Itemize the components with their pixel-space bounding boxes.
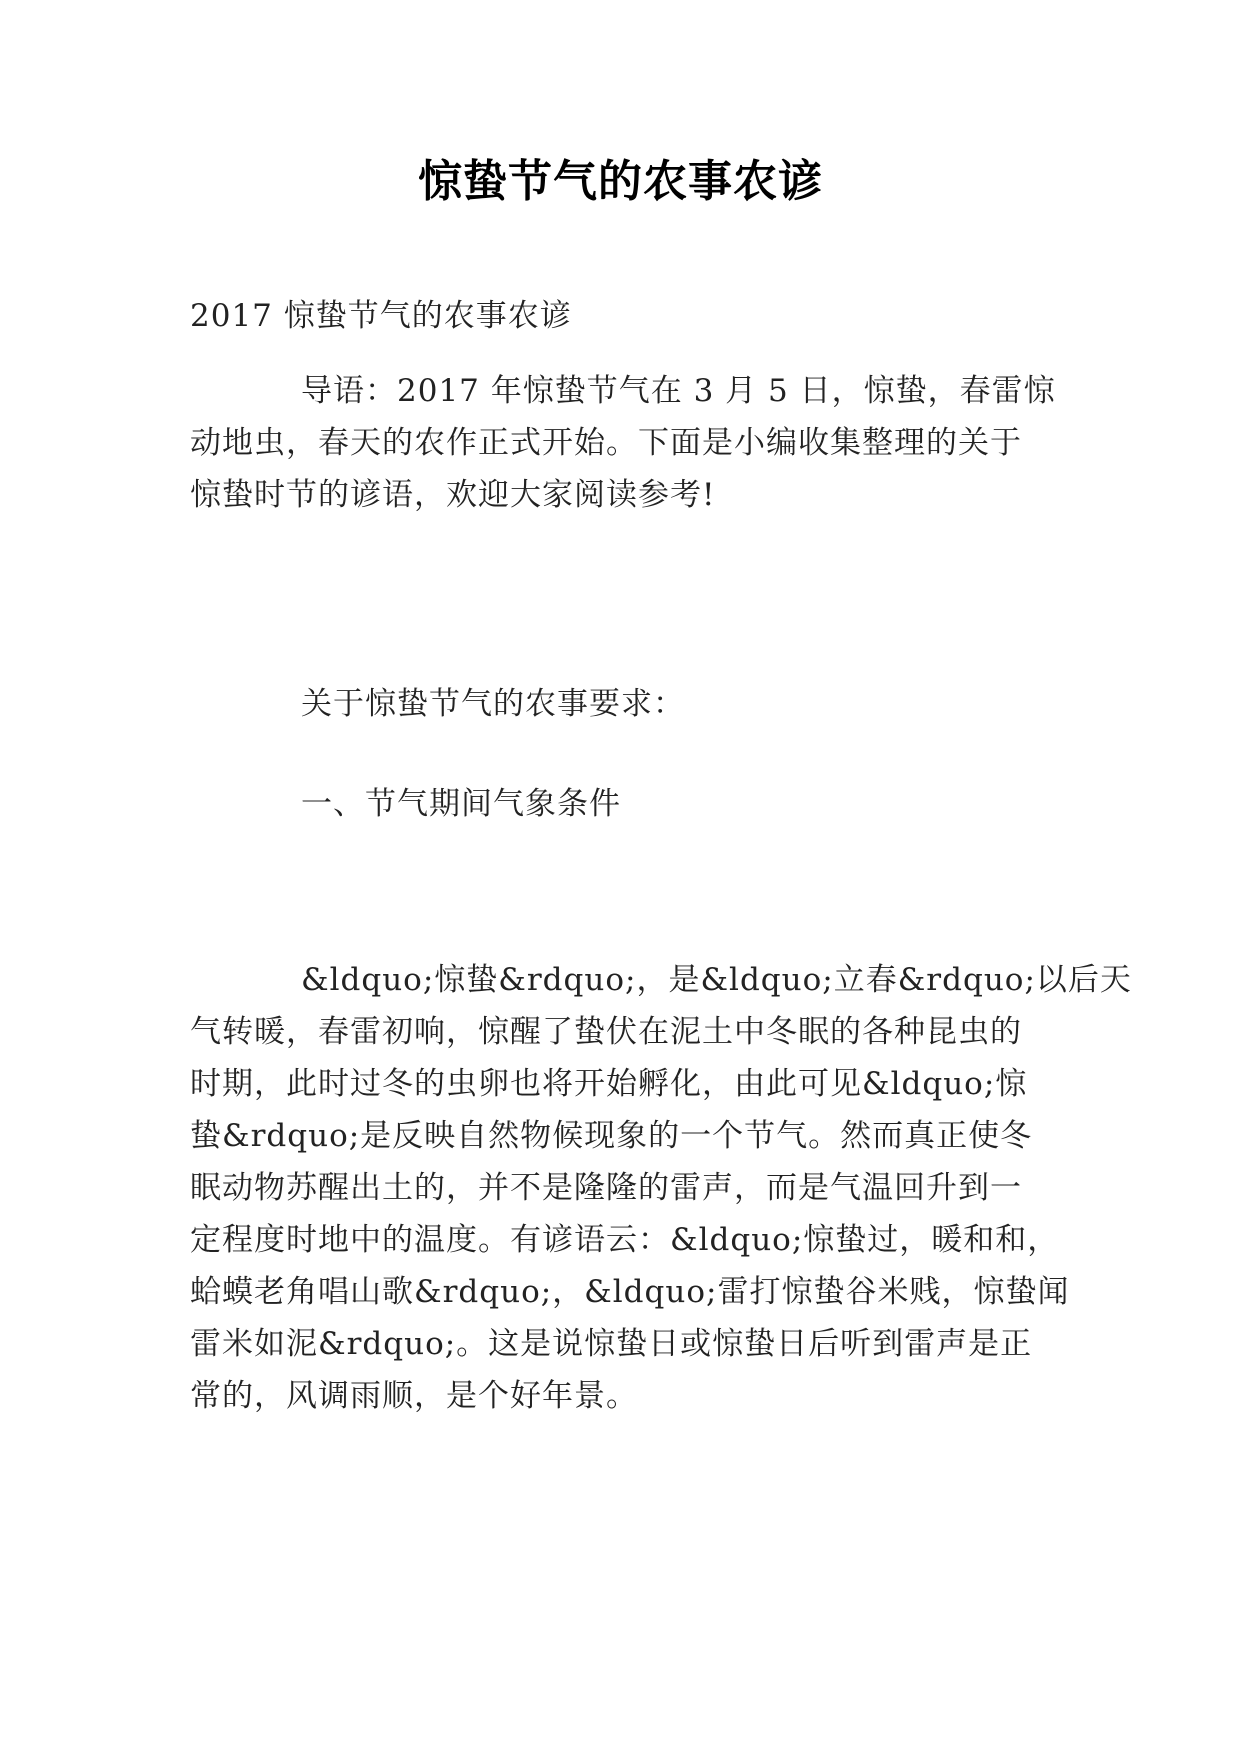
body-line: &ldquo;惊蛰&rdquo;，是&ldquo;立春&rdquo;以后天: [301, 962, 1132, 998]
document-subtitle: 2017 惊蛰节气的农事农谚: [190, 298, 572, 334]
body-line: 时期，此时过冬的虫卵也将开始孵化，由此可见&ldquo;惊: [190, 1066, 1028, 1102]
section-heading: 关于惊蛰节气的农事要求：: [301, 686, 685, 722]
intro-line: 动地虫，春天的农作正式开始。下面是小编收集整理的关于: [190, 425, 1022, 461]
body-line: 蛤蟆老角唱山歌&rdquo;，&ldquo;雷打惊蛰谷米贱，惊蛰闻: [190, 1274, 1070, 1310]
body-line: 气转暖，春雷初响，惊醒了蛰伏在泥土中冬眠的各种昆虫的: [190, 1014, 1022, 1050]
body-line: 眠动物苏醒出土的，并不是隆隆的雷声，而是气温回升到一: [190, 1170, 1022, 1206]
subsection-heading: 一、节气期间气象条件: [301, 786, 621, 822]
body-line: 定程度时地中的温度。有谚语云：&ldquo;惊蛰过，暖和和，: [190, 1222, 1060, 1258]
body-line: 常的，风调雨顺，是个好年景。: [190, 1378, 638, 1414]
body-line: 蛰&rdquo;是反映自然物候现象的一个节气。然而真正使冬: [190, 1118, 1033, 1154]
intro-line: 导语：2017 年惊蛰节气在 3 月 5 日，惊蛰，春雷惊: [301, 373, 1056, 409]
intro-line: 惊蛰时节的谚语，欢迎大家阅读参考!: [190, 477, 716, 513]
body-line: 雷米如泥&rdquo;。这是说惊蛰日或惊蛰日后听到雷声是正: [190, 1326, 1033, 1362]
document-title: 惊蛰节气的农事农谚: [418, 156, 823, 207]
